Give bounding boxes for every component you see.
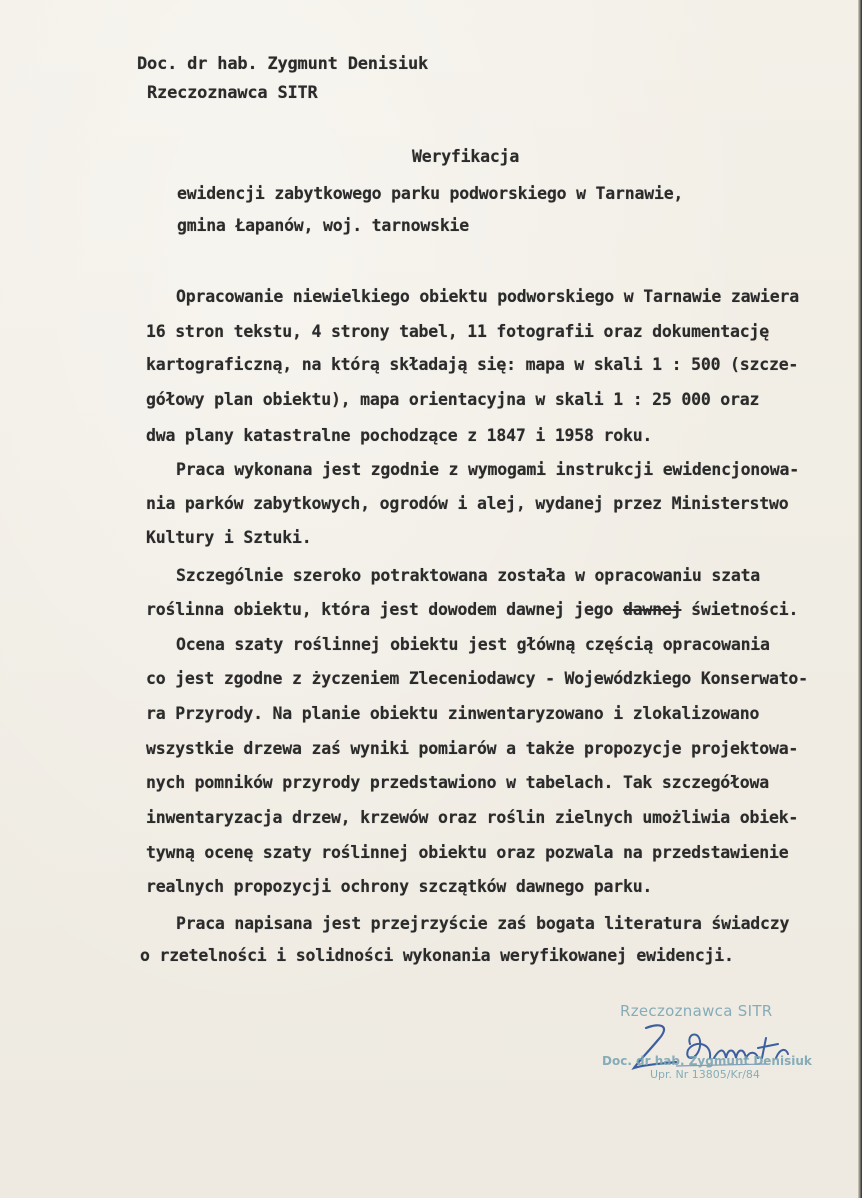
- body-line-with-correction: [146, 600, 798, 620]
- body-line: wszystkie drzewa zaś wyniki pomiarów a także propozycje projektowa-: [146, 739, 799, 758]
- body-line: tywną ocenę szaty roślinnej obiektu oraz pozwala na przedstawienie: [146, 843, 789, 862]
- body-line: realnych propozycji ochrony szczątków dawnego parku.: [146, 877, 653, 896]
- body-line-text: roślinna obiektu, która jest dowodem dawnej jego: [146, 600, 614, 619]
- body-line: ra Przyrody. Na planie obiektu zinwentaryzowano i zlokalizowano: [146, 704, 760, 723]
- author-role: Rzeczoznawca SITR: [147, 83, 318, 103]
- stamp-name: Doc. dr hab. Zygmunt Denisiuk: [602, 1054, 812, 1068]
- body-line: gółowy plan obiektu), mapa orientacyjna w skali 1 : 25 000 oraz: [146, 390, 760, 409]
- body-line: kartograficzną, na którą składają się: mapa w skali 1 : 500 (szcze-: [146, 355, 799, 374]
- document-title: Weryfikacja: [412, 147, 520, 166]
- body-line: Praca wykonana jest zgodnie z wymogami instrukcji ewidencjonowa-: [176, 460, 799, 479]
- body-line: Kultury i Sztuki.: [146, 528, 312, 547]
- official-stamp: [598, 996, 812, 1086]
- author-name: Doc. dr hab. Zygmunt Denisiuk: [137, 54, 429, 74]
- document-subtitle: ewidencji zabytkowego parku podworskiego w Tarnawie,: [177, 184, 684, 203]
- body-line-end: świetności.: [691, 600, 799, 619]
- document-location: gmina Łapanów, woj. tarnowskie: [177, 216, 470, 235]
- body-line: Praca napisana jest przejrzyście zaś bogata literatura świadczy: [176, 914, 790, 933]
- body-line: o rzetelności i solidności wykonania weryfikowanej ewidencji.: [140, 946, 734, 965]
- body-line: nia parków zabytkowych, ogrodów i alej, wydanej przez Ministerstwo: [146, 494, 789, 513]
- body-line: co jest zgodne z życzeniem Zleceniodawcy - Wojewódzkiego Konserwato-: [146, 669, 808, 688]
- body-line: dwa plany katastralne pochodzące z 1847 i 1958 roku.: [146, 426, 653, 445]
- struck-word: dawnej: [622, 600, 682, 619]
- stamp-title: Rzeczoznawca SITR: [620, 1002, 773, 1020]
- body-line: Ocena szaty roślinnej obiektu jest główną częścią opracowania: [176, 635, 770, 654]
- body-line: nych pomników przyrody przedstawiono w tabelach. Tak szczegółowa: [146, 773, 769, 792]
- body-line: Szczególnie szeroko potraktowana została w opracowaniu szata: [176, 566, 761, 585]
- body-line: inwentaryzacja drzew, krzewów oraz roślin zielnych umożliwia obiek-: [146, 808, 799, 827]
- stamp-registration: Upr. Nr 13805/Kr/84: [650, 1068, 760, 1081]
- page-edge-shadow: [858, 0, 862, 1198]
- body-line: 16 stron tekstu, 4 strony tabel, 11 fotografii oraz dokumentację: [146, 322, 769, 341]
- body-line: Opracowanie niewielkiego obiektu podworskiego w Tarnawie zawiera: [176, 287, 799, 306]
